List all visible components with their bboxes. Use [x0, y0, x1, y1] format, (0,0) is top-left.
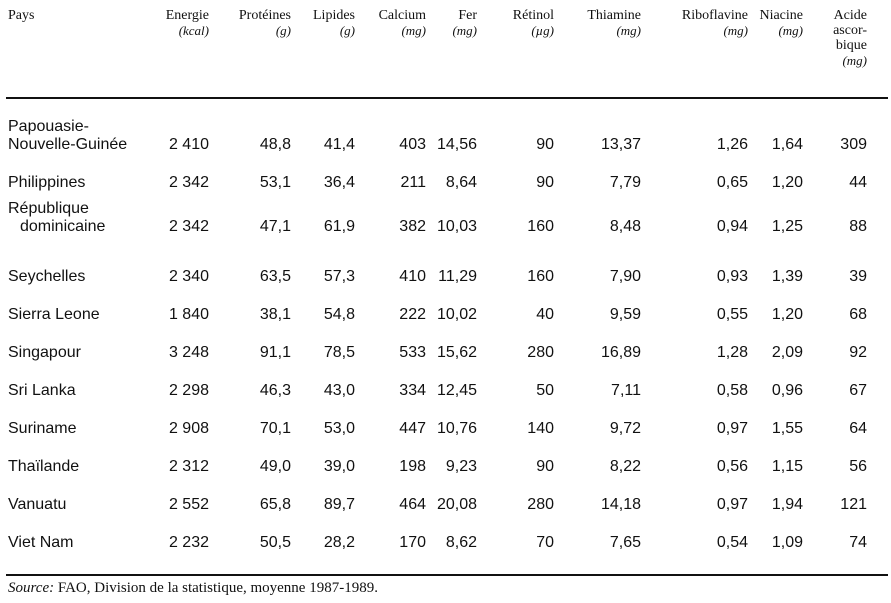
- table-row: [0, 524, 891, 564]
- cell-pays: [8, 118, 127, 154]
- cell-pays: [8, 496, 66, 514]
- cell-riboflavine: 0,97: [716, 496, 748, 513]
- cell-energie: 2 410: [168, 136, 209, 153]
- cell-energie: 2 342: [168, 218, 209, 235]
- cell-proteines: 63,5: [259, 268, 291, 285]
- cell-lipides: 43,0: [323, 382, 355, 399]
- cell-thiamine: 9,59: [609, 306, 641, 323]
- cell-lipides: 41,4: [323, 136, 355, 153]
- cell-lipides: 78,5: [323, 344, 355, 361]
- header-energie: Energie (kcal): [165, 8, 209, 38]
- cell-fer: 15,62: [436, 344, 477, 361]
- header-rule: [6, 97, 888, 99]
- cell-acide-ascorbique: 64: [849, 420, 867, 437]
- pays-line: République: [8, 200, 89, 217]
- cell-proteines: 47,1: [259, 218, 291, 235]
- footer-rule: [6, 574, 888, 576]
- pays-line: Philippines: [8, 174, 86, 191]
- cell-niacine: 2,09: [771, 344, 803, 361]
- cell-niacine: 1,15: [771, 458, 803, 475]
- cell-niacine: 1,25: [771, 218, 803, 235]
- cell-energie: 1 840: [168, 306, 209, 323]
- cell-thiamine: 13,37: [600, 136, 641, 153]
- cell-lipides: 89,7: [323, 496, 355, 513]
- cell-thiamine: 7,79: [609, 174, 641, 191]
- cell-fer: 10,76: [436, 420, 477, 437]
- cell-retinol: 90: [536, 136, 554, 153]
- cell-niacine: 1,09: [771, 534, 803, 551]
- cell-calcium: 403: [399, 136, 426, 153]
- cell-thiamine: 7,65: [609, 534, 641, 551]
- cell-calcium: 533: [399, 344, 426, 361]
- table-row: [0, 334, 891, 374]
- cell-acide-ascorbique: 121: [840, 496, 867, 513]
- cell-pays: [8, 200, 105, 236]
- cell-lipides: 61,9: [323, 218, 355, 235]
- cell-proteines: 48,8: [259, 136, 291, 153]
- table-row: [0, 118, 891, 158]
- cell-acide-ascorbique: 92: [849, 344, 867, 361]
- table-row: [0, 486, 891, 526]
- table-row: [0, 164, 891, 204]
- cell-fer: 10,02: [436, 306, 477, 323]
- pays-line: Singapour: [8, 344, 81, 361]
- cell-proteines: 70,1: [259, 420, 291, 437]
- pays-line: Seychelles: [8, 268, 86, 285]
- cell-calcium: 222: [399, 306, 426, 323]
- cell-niacine: 0,96: [771, 382, 803, 399]
- header-proteines: Protéines (g): [238, 8, 291, 38]
- table-row: [0, 200, 891, 240]
- cell-fer: 12,45: [436, 382, 477, 399]
- cell-calcium: 211: [400, 174, 426, 191]
- cell-thiamine: 7,11: [611, 382, 641, 399]
- cell-pays: [8, 344, 81, 362]
- header-lipides: Lipides (g): [313, 8, 355, 38]
- pays-line: Papouasie-: [8, 118, 89, 135]
- header-thiamine: Thiamine (mg): [587, 8, 641, 38]
- cell-acide-ascorbique: 88: [849, 218, 867, 235]
- cell-fer: 20,08: [436, 496, 477, 513]
- cell-calcium: 410: [399, 268, 426, 285]
- pays-line: Sierra Leone: [8, 306, 100, 323]
- cell-retinol: 280: [527, 344, 554, 361]
- cell-thiamine: 8,22: [609, 458, 641, 475]
- cell-calcium: 447: [399, 420, 426, 437]
- cell-acide-ascorbique: 56: [849, 458, 867, 475]
- cell-riboflavine: 0,97: [716, 420, 748, 437]
- cell-riboflavine: 1,28: [716, 344, 748, 361]
- cell-acide-ascorbique: 309: [840, 136, 867, 153]
- cell-pays: [8, 268, 85, 286]
- cell-calcium: 464: [399, 496, 426, 513]
- cell-proteines: 91,1: [259, 344, 291, 361]
- cell-lipides: 39,0: [323, 458, 355, 475]
- pays-line: Viet Nam: [8, 534, 74, 551]
- cell-energie: 2 312: [168, 458, 209, 475]
- header-niacine: Niacine (mg): [759, 8, 803, 38]
- cell-niacine: 1,94: [771, 496, 803, 513]
- cell-energie: 2 340: [168, 268, 209, 285]
- cell-fer: 10,03: [436, 218, 477, 235]
- cell-retinol: 160: [527, 218, 554, 235]
- cell-fer: 9,23: [445, 458, 477, 475]
- source-note: Source: FAO, Division de la statistique, moyenne 1987-1989.: [8, 580, 378, 596]
- cell-proteines: 65,8: [259, 496, 291, 513]
- header-acide-ascorbique: Acide ascor- bique (mg): [833, 8, 867, 68]
- pays-line: Sri Lanka: [8, 382, 76, 399]
- cell-energie: 2 908: [168, 420, 209, 437]
- cell-energie: 2 232: [168, 534, 209, 551]
- cell-retinol: 160: [527, 268, 554, 285]
- cell-lipides: 36,4: [323, 174, 355, 191]
- cell-pays: [8, 458, 79, 476]
- cell-riboflavine: 0,56: [716, 458, 748, 475]
- cell-niacine: 1,39: [771, 268, 803, 285]
- cell-pays: [8, 382, 76, 400]
- cell-retinol: 140: [527, 420, 554, 437]
- cell-calcium: 382: [399, 218, 426, 235]
- cell-retinol: 40: [536, 306, 554, 323]
- cell-pays: [8, 420, 76, 438]
- cell-riboflavine: 0,93: [716, 268, 748, 285]
- cell-fer: 14,56: [436, 136, 477, 153]
- header-pays: Pays: [8, 8, 35, 23]
- cell-niacine: 1,20: [771, 306, 803, 323]
- cell-energie: 2 342: [168, 174, 209, 191]
- cell-thiamine: 8,48: [609, 218, 641, 235]
- cell-thiamine: 7,90: [609, 268, 641, 285]
- cell-retinol: 70: [536, 534, 554, 551]
- table-row: [0, 448, 891, 488]
- cell-retinol: 280: [527, 496, 554, 513]
- cell-pays: [8, 306, 100, 324]
- cell-lipides: 54,8: [323, 306, 355, 323]
- cell-acide-ascorbique: 44: [849, 174, 867, 191]
- cell-proteines: 49,0: [259, 458, 291, 475]
- pays-line: Thaïlande: [8, 458, 80, 475]
- cell-retinol: 90: [536, 174, 554, 191]
- cell-retinol: 90: [536, 458, 554, 475]
- cell-acide-ascorbique: 67: [849, 382, 867, 399]
- cell-niacine: 1,55: [771, 420, 803, 437]
- pays-line: Nouvelle-Guinée: [8, 136, 128, 153]
- header-retinol: Rétinol (µg): [512, 8, 554, 38]
- cell-niacine: 1,64: [771, 136, 803, 153]
- header-calcium: Calcium (mg): [378, 8, 426, 38]
- pays-line: Suriname: [8, 420, 77, 437]
- cell-pays: [8, 534, 74, 552]
- cell-calcium: 334: [399, 382, 426, 399]
- cell-proteines: 50,5: [259, 534, 291, 551]
- cell-proteines: 46,3: [259, 382, 291, 399]
- cell-thiamine: 14,18: [600, 496, 641, 513]
- cell-acide-ascorbique: 68: [849, 306, 867, 323]
- cell-thiamine: 9,72: [609, 420, 641, 437]
- cell-acide-ascorbique: 74: [849, 534, 867, 551]
- cell-lipides: 28,2: [323, 534, 355, 551]
- table-row: [0, 372, 891, 412]
- cell-retinol: 50: [536, 382, 554, 399]
- pays-line: Vanuatu: [8, 496, 67, 513]
- cell-calcium: 198: [399, 458, 426, 475]
- cell-energie: 2 552: [168, 496, 209, 513]
- table-row: [0, 258, 891, 298]
- cell-riboflavine: 0,55: [716, 306, 748, 323]
- cell-fer: 11,29: [438, 268, 477, 285]
- cell-lipides: 53,0: [323, 420, 355, 437]
- cell-riboflavine: 1,26: [716, 136, 748, 153]
- cell-calcium: 170: [399, 534, 426, 551]
- header-riboflavine: Riboflavine (mg): [681, 8, 748, 38]
- cell-riboflavine: 0,58: [716, 382, 748, 399]
- cell-fer: 8,62: [445, 534, 477, 551]
- cell-fer: 8,64: [445, 174, 477, 191]
- table-row: [0, 296, 891, 336]
- cell-energie: 2 298: [168, 382, 209, 399]
- cell-proteines: 38,1: [259, 306, 291, 323]
- cell-thiamine: 16,89: [600, 344, 641, 361]
- cell-lipides: 57,3: [323, 268, 355, 285]
- cell-proteines: 53,1: [259, 174, 291, 191]
- cell-pays: [8, 174, 85, 192]
- cell-energie: 3 248: [168, 344, 209, 361]
- pays-line: dominicaine: [20, 218, 106, 235]
- header-fer: Fer (mg): [452, 8, 477, 38]
- cell-riboflavine: 0,94: [716, 218, 748, 235]
- cell-riboflavine: 0,65: [716, 174, 748, 191]
- cell-niacine: 1,20: [771, 174, 803, 191]
- cell-riboflavine: 0,54: [716, 534, 748, 551]
- table-row: [0, 410, 891, 450]
- cell-acide-ascorbique: 39: [849, 268, 867, 285]
